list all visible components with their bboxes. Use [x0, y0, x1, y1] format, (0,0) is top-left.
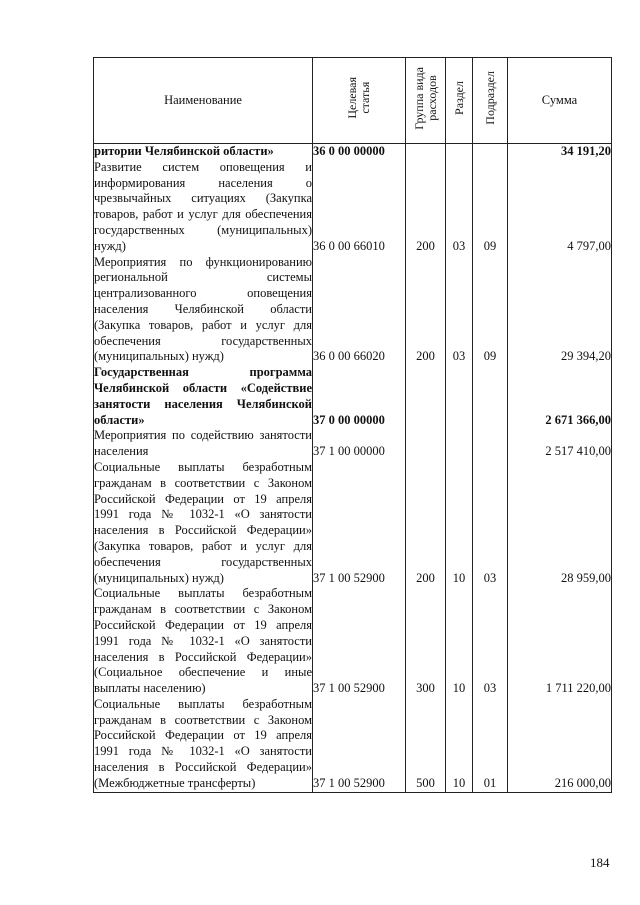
budget-table: [93, 57, 612, 793]
row-name: Мероприятия по функционированию региональной системы централизованного оповещения населения Челябинской области (Закупка товаров, работ и услуг для обеспечения государственных (муниципальных) нужд): [94, 254, 312, 364]
row-target: 37 1 00 00000: [313, 428, 406, 460]
row-group: [406, 365, 446, 428]
row-sum: 29 394,20: [508, 255, 612, 366]
row-section: 10: [446, 697, 473, 792]
row-subsection: 03: [473, 460, 508, 586]
row-section: [446, 365, 473, 428]
page-number: 184: [590, 855, 610, 870]
row-group: 200: [406, 255, 446, 366]
row-target: 37 0 00 00000: [313, 365, 406, 428]
row-subsection: 03: [473, 586, 508, 697]
table-row: [94, 697, 612, 792]
row-group: 200: [406, 160, 446, 255]
table-row: [94, 428, 612, 460]
table-row: [94, 365, 612, 428]
row-name: Социальные выплаты безработным гражданам в соответствии с Законом Российской Федерации от 19 апреля 1991 года № 1032-1 «О занятости населения в Российской Федерации» (Социальное обеспечение и иные выплаты населению): [94, 586, 312, 696]
header-row: [94, 58, 612, 144]
table-header: [94, 58, 612, 144]
row-name: Развитие систем оповещения и информирования населения о чрезвычайных ситуациях (Закупка товаров, работ и услуг для обеспечения государственных (муниципальных) нужд): [94, 159, 312, 253]
table-row: [94, 160, 612, 255]
row-target: 37 1 00 52900: [313, 697, 406, 792]
header-group: Группа вида расходов: [406, 58, 446, 144]
row-group: [406, 144, 446, 160]
row-sum: 34 191,20: [508, 144, 612, 160]
row-target: 36 0 00 00000: [313, 144, 406, 160]
header-sum: Сумма: [508, 58, 612, 144]
table-row: [94, 255, 612, 366]
row-section: 03: [446, 160, 473, 255]
row-group: 200: [406, 460, 446, 586]
row-section: [446, 428, 473, 460]
row-section: 10: [446, 586, 473, 697]
row-sum: 2 517 410,00: [508, 428, 612, 460]
row-section: 10: [446, 460, 473, 586]
table-body: [94, 144, 612, 793]
row-sum: 28 959,00: [508, 460, 612, 586]
row-name: Социальные выплаты безработным гражданам в соответствии с Законом Российской Федерации от 19 апреля 1991 года № 1032-1 «О занятости населения в Российской Федерации» (Закупка товаров, работ и услуг для обеспечения государственных (муниципальных) нужд): [94, 459, 312, 585]
row-group: 500: [406, 697, 446, 792]
row-subsection: [473, 428, 508, 460]
header-section: Раздел: [446, 58, 473, 144]
row-target: 37 1 00 52900: [313, 586, 406, 697]
header-target: Целевая статья: [313, 58, 406, 144]
table-row: [94, 144, 612, 160]
row-subsection: 09: [473, 255, 508, 366]
row-target: 36 0 00 66020: [313, 255, 406, 366]
row-subsection: [473, 365, 508, 428]
row-sum: 4 797,00: [508, 160, 612, 255]
header-subsection: Подраздел: [473, 58, 508, 144]
row-subsection: 09: [473, 160, 508, 255]
row-target: 37 1 00 52900: [313, 460, 406, 586]
row-group: [406, 428, 446, 460]
row-name: Мероприятия по содействию занятости населения: [94, 428, 312, 459]
row-section: [446, 144, 473, 160]
row-section: 03: [446, 255, 473, 366]
row-subsection: [473, 144, 508, 160]
table-row: [94, 586, 612, 697]
table-row: [94, 460, 612, 586]
row-target: 36 0 00 66010: [313, 160, 406, 255]
row-sum: 2 671 366,00: [508, 365, 612, 428]
header-name: Наименование: [94, 58, 313, 144]
row-name: ритории Челябинской области»: [94, 144, 313, 160]
row-group: 300: [406, 586, 446, 697]
row-sum: 1 711 220,00: [508, 586, 612, 697]
row-sum: 216 000,00: [508, 697, 612, 792]
row-name: Государственная программа Челябинской области «Содействие занятости населения Челябинской области»: [94, 365, 312, 427]
row-name: Социальные выплаты безработным гражданам в соответствии с Законом Российской Федерации от 19 апреля 1991 года № 1032-1 «О занятости населения в Российской Федерации» (Межбюджетные трансферты): [94, 697, 313, 792]
row-subsection: 01: [473, 697, 508, 792]
